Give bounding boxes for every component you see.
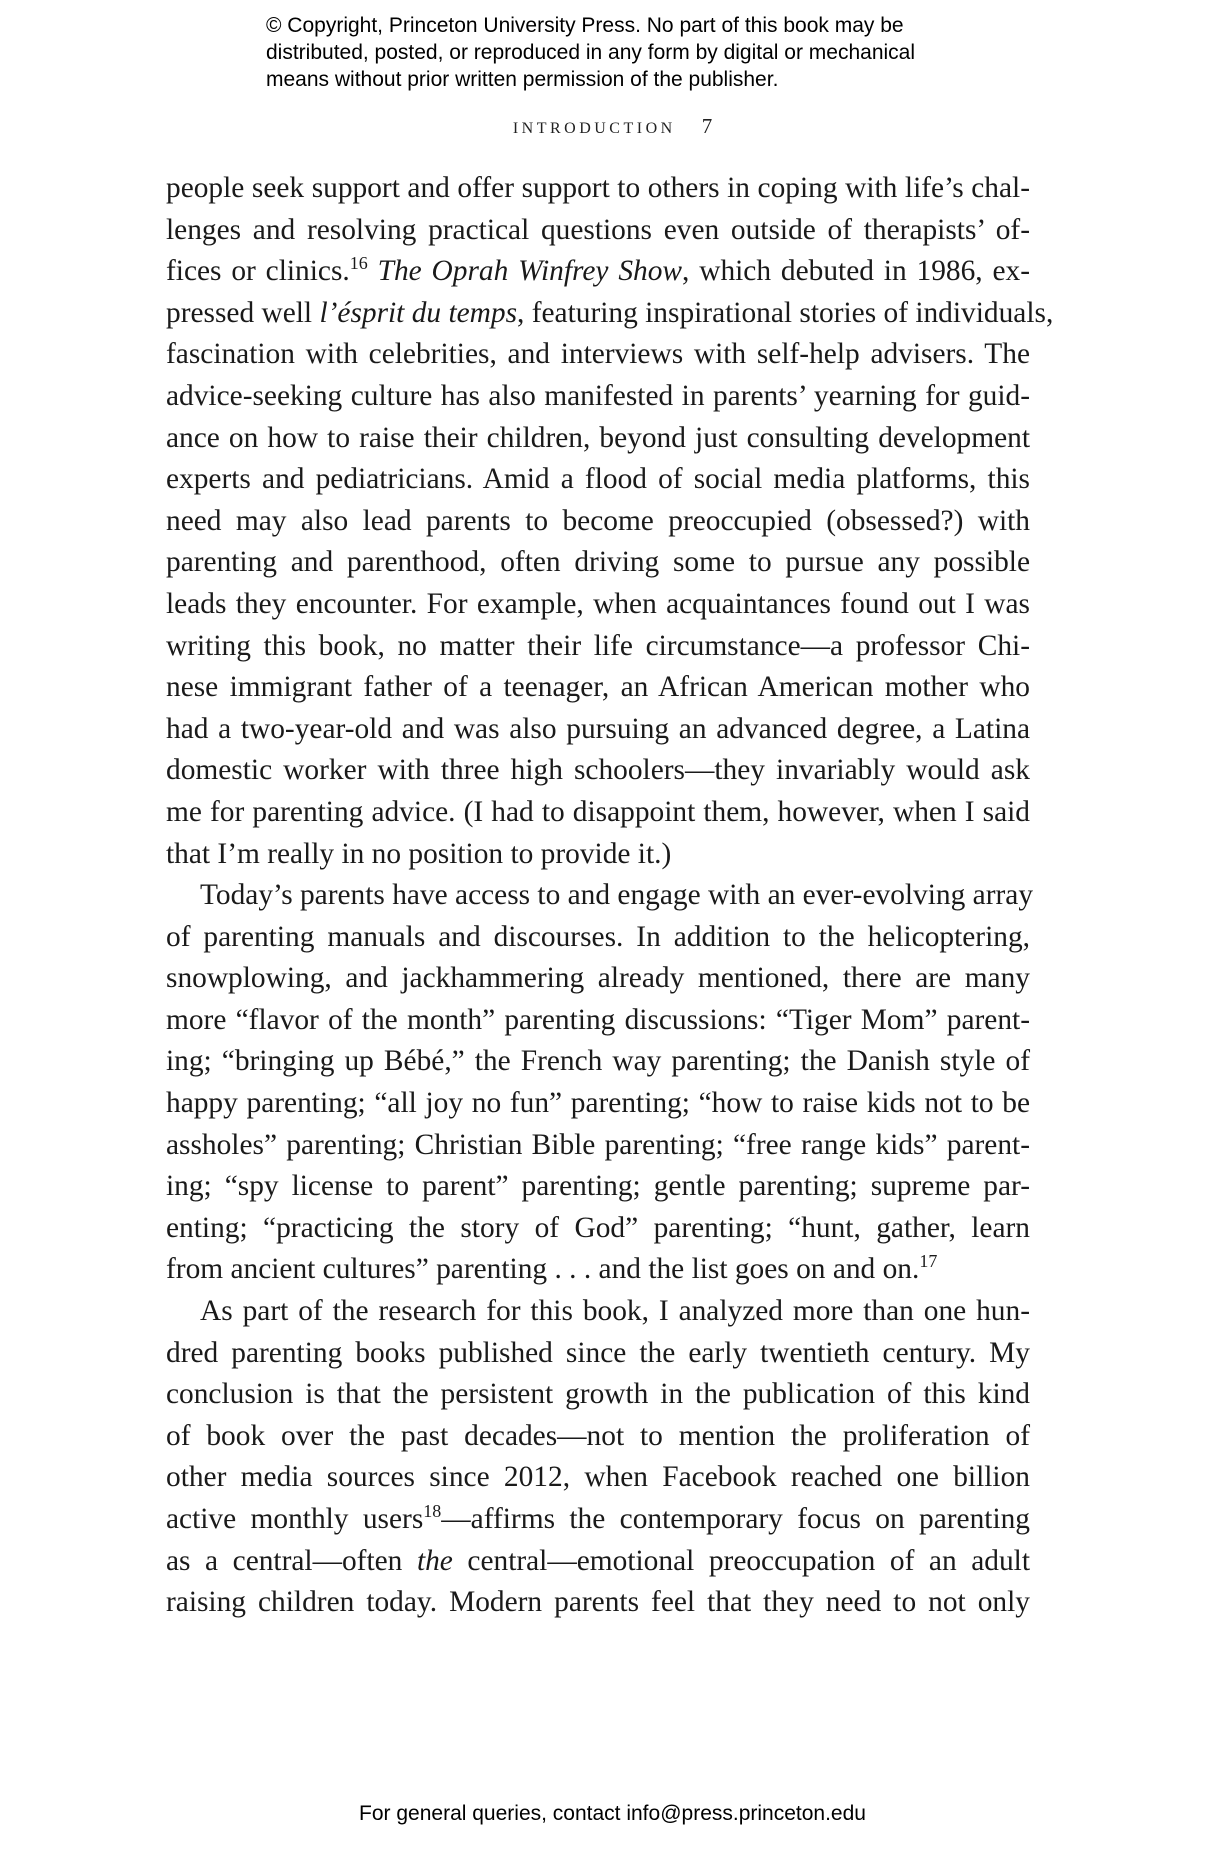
italic-title: The Oprah Winfrey Show: [377, 255, 683, 288]
text-line: ing; “spy license to parent” parenting; gentle parenting; supreme par-: [166, 1170, 1030, 1203]
text-line: [166, 1249, 1030, 1291]
text-line: raising children today. Modern parents feel that they need to not only: [166, 1586, 1030, 1619]
text-run: fices or clinics.: [166, 255, 350, 288]
running-head-title: INTRODUCTION: [512, 120, 676, 137]
text-line: domestic worker with three high schoolers—they invariably would ask: [166, 754, 1030, 787]
text-line: fascination with celebrities, and interviews with self-help advisers. The: [166, 338, 1030, 371]
text-line: writing this book, no matter their life circumstance—a professor Chi-: [166, 629, 1030, 662]
text-line: of book over the past decades—not to mention the proliferation of: [166, 1419, 1030, 1452]
text-run: pressed well: [166, 296, 320, 329]
italic-word: the: [416, 1544, 453, 1577]
text-run: —affirms the contemporary focus on parenting: [441, 1503, 1030, 1535]
text-line: Today’s parents have access to and engage with an ever-evolving array: [200, 879, 1034, 912]
italic-phrase: l’ésprit du temps: [319, 296, 518, 329]
running-head: [0, 114, 1225, 139]
text-line: enting; “practicing the story of God” parenting; “hunt, gather, learn: [166, 1211, 1030, 1244]
text-run: active monthly users: [166, 1503, 424, 1535]
footnote-ref[interactable]: 18: [423, 1501, 442, 1521]
text-line: advice-seeking culture has also manifested in parents’ yearning for guid-: [166, 379, 1030, 412]
text-line: had a two-year-old and was also pursuing an advanced degree, a Latina: [166, 712, 1030, 745]
text-line: conclusion is that the persistent growth in the publication of this kind: [166, 1378, 1030, 1411]
text-line: nese immigrant father of a teenager, an African American mother who: [166, 671, 1030, 704]
text-line: other media sources since 2012, when Facebook reached one billion: [166, 1461, 1030, 1494]
paragraph: [166, 875, 1034, 1291]
text-line: As part of the research for this book, I analyzed more than one hun-: [200, 1295, 1030, 1328]
text-line: snowplowing, and jackhammering already mentioned, there are many: [166, 962, 1030, 995]
copyright-line: means without prior written permission of the publisher.: [266, 68, 779, 91]
text-line: more “flavor of the month” parenting discussions: “Tiger Mom” parent-: [166, 1003, 1030, 1036]
footnote-ref[interactable]: 16: [349, 253, 368, 274]
paragraph: [166, 1291, 1030, 1624]
text-line: leads they encounter. For example, when acquaintances found out I was: [166, 587, 1030, 620]
text-line: [166, 1541, 1030, 1583]
text-line: ing; “bringing up Bébé,” the French way parenting; the Danish style of: [166, 1045, 1030, 1078]
text-line: parenting and parenthood, often driving some to pursue any possible: [166, 546, 1030, 579]
text-line: need may also lead parents to become preoccupied (obsessed?) with: [166, 504, 1030, 537]
text-line: ance on how to raise their children, beyond just consulting development: [166, 421, 1030, 454]
text-run: , featuring inspirational stories of individuals,: [517, 296, 1054, 329]
text-run: from ancient cultures” parenting . . . and the list goes on and on.: [166, 1253, 920, 1286]
footnote-ref[interactable]: 17: [919, 1251, 938, 1272]
body-text: [166, 168, 1054, 1624]
text-line: [166, 293, 1054, 335]
copyright-line: distributed, posted, or reproduced in any form by digital or mechanical: [266, 41, 916, 64]
text-line: dred parenting books published since the early twentieth century. My: [166, 1336, 1030, 1369]
copyright-notice: [266, 12, 1026, 93]
text-line: assholes” parenting; Christian Bible parenting; “free range kids” parent-: [166, 1128, 1030, 1161]
text-line: lenges and resolving practical questions even outside of therapists’ of-: [166, 213, 1030, 246]
text-run: as a central—often: [166, 1544, 417, 1577]
paragraph: [166, 168, 1054, 875]
text-line: experts and pediatricians. Amid a flood of social media platforms, this: [166, 463, 1030, 496]
page-number: 7: [701, 114, 713, 138]
footer-contact: For general queries, contact info@press.princeton.edu: [359, 1802, 866, 1825]
text-run: central—emotional preoccupation of an adult: [452, 1544, 1030, 1577]
text-line: [166, 251, 1030, 293]
text-line: of parenting manuals and discourses. In addition to the helicoptering,: [166, 920, 1030, 953]
text-line: [166, 1499, 1030, 1541]
text-line: that I’m really in no position to provide it.): [166, 837, 672, 870]
text-run: , which debuted in 1986, ex-: [682, 255, 1031, 288]
text-line: people seek support and offer support to others in coping with life’s chal-: [166, 172, 1030, 204]
text-line: me for parenting advice. (I had to disappoint them, however, when I said: [166, 795, 1030, 828]
copyright-line: © Copyright, Princeton University Press. No part of this book may be: [266, 14, 904, 37]
text-line: happy parenting; “all joy no fun” parenting; “how to raise kids not to be: [166, 1087, 1030, 1120]
